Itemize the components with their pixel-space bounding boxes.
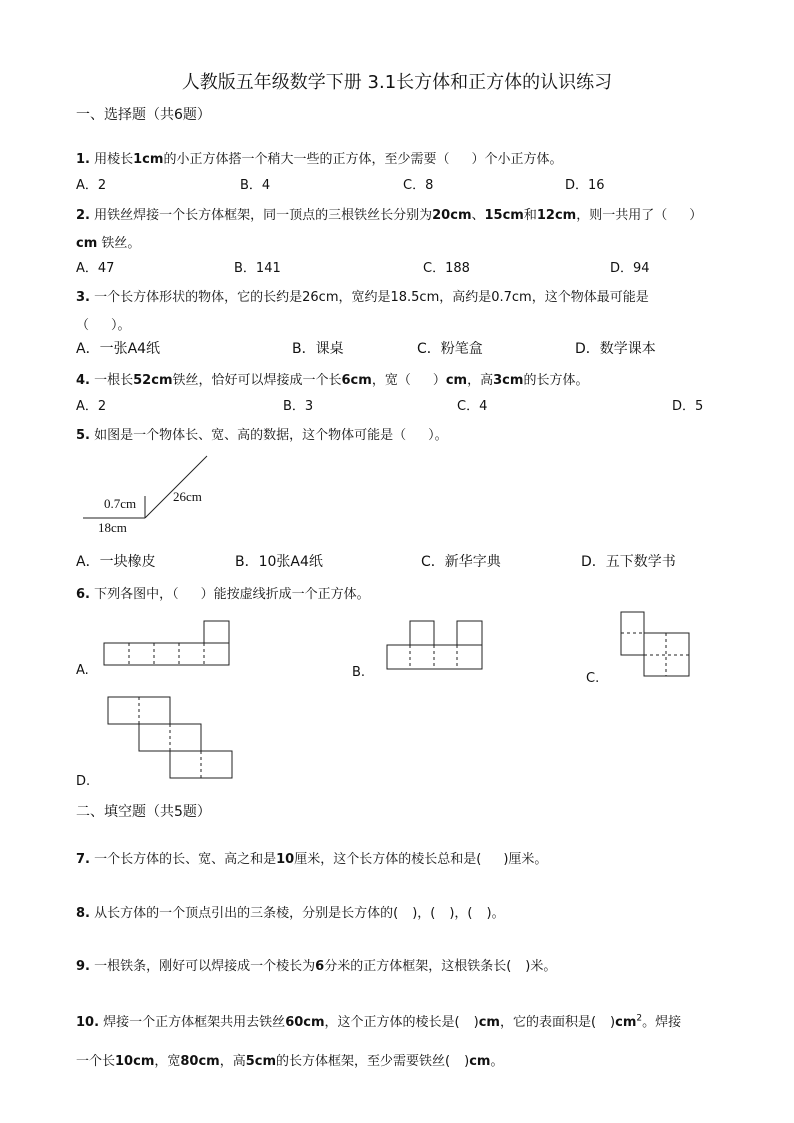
q6-net-d[interactable] [108, 697, 232, 778]
q5-width-label: 26cm [173, 489, 202, 504]
section-fill-heading: 二、填空题（共5题） [76, 804, 211, 820]
q10-text-pre: 焊接一个正方体框架共用去铁丝 [103, 1015, 286, 1030]
q10-line-2-mid-2: ，高 [219, 1054, 246, 1069]
q5-text-end: ）。 [428, 428, 448, 443]
question-8 [76, 902, 505, 921]
q4-text-mid-2: ，宽（ [371, 373, 411, 388]
q6-net-b[interactable] [387, 621, 482, 669]
q10-line-2 [76, 1050, 503, 1069]
q2-option-d[interactable]: D．94 [610, 261, 650, 276]
q5-option-b[interactable]: B．10张A4纸 [235, 554, 323, 570]
section-choice-heading: 一、选择题（共6题） [76, 107, 211, 123]
q10-line-2-mid-3: 的长方体框架，至少需要铁丝( [276, 1054, 451, 1069]
q10-value-1: 60cm [285, 1015, 325, 1030]
q10-line-2-unit: cm [469, 1054, 491, 1069]
q10-text-mid-1: ，这个正方体的棱长是( [324, 1015, 460, 1030]
question-7 [76, 848, 547, 867]
q10-line-2-value-3: 5cm [245, 1054, 277, 1069]
q8-text-end: )。 [486, 906, 505, 921]
q3-number: 3. [76, 290, 90, 305]
q2-text-end: ） [689, 208, 703, 223]
q3-option-a[interactable]: A．一张A4纸 [76, 341, 161, 357]
q2-option-c[interactable]: C．188 [423, 261, 470, 276]
q9-number: 9. [76, 959, 90, 974]
q5-option-c[interactable]: C．新华字典 [421, 554, 501, 570]
q1-number: 1. [76, 152, 90, 167]
question-10 [76, 1011, 681, 1030]
q10-line-2-value-1: 10cm [115, 1054, 155, 1069]
q4-number: 4. [76, 373, 90, 388]
q6-number: 6. [76, 587, 90, 602]
q2-value-2: 15cm [484, 208, 524, 223]
q10-superscript: 2 [636, 1013, 643, 1024]
q5-length-label: 18cm [98, 520, 127, 535]
q7-text-pre: 一个长方体的长、宽、高之和是 [94, 852, 277, 867]
q10-line-2-mid-4: ) [464, 1054, 470, 1069]
q1-text-end: ）个小正方体。 [471, 152, 563, 167]
q2-text-post: ，则一共用了（ [576, 208, 668, 223]
q7-value: 10 [276, 852, 295, 867]
question-9 [76, 955, 556, 974]
q10-text-mid-4: ) [610, 1015, 616, 1030]
q4-option-b[interactable]: B．3 [283, 399, 314, 414]
q9-text-post: 分米的正方体框架，这根铁条长( [324, 959, 512, 974]
q2-and: 和 [523, 208, 537, 223]
q6-label-c[interactable]: C. [586, 671, 600, 686]
q4-text-mid-4: ，高 [467, 373, 494, 388]
q2-sep: 、 [471, 208, 485, 223]
q4-value-1: 52cm [133, 373, 173, 388]
q6-label-a[interactable]: A. [76, 663, 89, 678]
q10-unit-1: cm [478, 1015, 500, 1030]
q3-paren-open: （ [76, 318, 90, 333]
q2-text-pre: 用铁丝焊接一个长方体框架，同一顶点的三根铁丝长分别为 [94, 208, 433, 223]
q9-text-pre: 一根铁条，刚好可以焊接成一个棱长为 [94, 959, 316, 974]
q7-number: 7. [76, 852, 90, 867]
q9-value: 6 [315, 959, 325, 974]
q8-number: 8. [76, 906, 90, 921]
q4-text-pre: 一根长 [94, 373, 134, 388]
q3-option-b[interactable]: B．课桌 [292, 341, 344, 357]
q8-sep-2: )，( [449, 906, 473, 921]
q4-text-mid-3: ） [432, 373, 446, 388]
q9-text-end: )米。 [525, 959, 557, 974]
q4-option-d[interactable]: D．5 [672, 399, 704, 414]
q1-option-b[interactable]: B．4 [240, 178, 271, 193]
q8-sep-1: )，( [412, 906, 436, 921]
q10-line-2-pre: 一个长 [76, 1054, 116, 1069]
q4-text-mid-1: 铁丝，恰好可以焊接成一个长 [172, 373, 342, 388]
q6-text-pre: 下列各图中，（ [94, 587, 179, 602]
q10-number: 10. [76, 1015, 100, 1030]
q5-height-label: 0.7cm [104, 496, 137, 511]
q1-text-post: 的小正方体搭一个稍大一些的正方体，至少需要（ [163, 152, 450, 167]
q6-label-d[interactable]: D. [76, 774, 91, 789]
q5-option-d[interactable]: D．五下数学书 [581, 554, 676, 570]
q1-value: 1cm [133, 152, 164, 167]
q6-net-c[interactable] [621, 612, 689, 676]
q6-net-a[interactable] [104, 621, 229, 665]
q10-text-mid-2: ) [473, 1015, 479, 1030]
q2-option-b[interactable]: B．141 [234, 261, 281, 276]
q3-text: 一个长方体形状的物体，它的长约是26cm，宽约是18.5cm，高约是0.7cm，这个物体最可能是 [94, 290, 649, 305]
q10-line-2-value-2: 80cm [180, 1054, 220, 1069]
q2-value-1: 20cm [432, 208, 472, 223]
q2-unit: cm [76, 236, 98, 251]
q5-text: 如图是一个物体长、宽、高的数据，这个物体可能是（ [94, 428, 407, 443]
q2-number: 2. [76, 208, 90, 223]
q2-value-3: 12cm [536, 208, 577, 223]
q4-option-a[interactable]: A．2 [76, 399, 107, 414]
q10-line-2-mid-1: ，宽 [154, 1054, 181, 1069]
q1-option-c[interactable]: C．8 [403, 178, 434, 193]
q2-line-2-rest: 铁丝。 [101, 236, 141, 251]
q8-text-pre: 从长方体的一个顶点引出的三条棱，分别是长方体的( [94, 906, 399, 921]
q5-number: 5. [76, 428, 90, 443]
q2-option-a[interactable]: A．47 [76, 261, 115, 276]
q1-option-a[interactable]: A．2 [76, 178, 107, 193]
q1-text-pre: 用棱长 [94, 152, 134, 167]
q7-text-post: 厘米，这个长方体的棱长总和是( [294, 852, 482, 867]
q4-option-c[interactable]: C．4 [457, 399, 488, 414]
q3-paren-close: ）。 [111, 318, 131, 333]
q10-unit-2: cm [615, 1015, 637, 1030]
q4-value-3: cm [445, 373, 468, 388]
q6-label-b[interactable]: B. [352, 665, 366, 680]
q7-text-end: )厘米。 [503, 852, 548, 867]
q4-text-end: 的长方体。 [523, 373, 589, 388]
page-title: 人教版五年级数学下册 3.1长方体和正方体的认识练习 [181, 72, 613, 93]
q1-option-d[interactable]: D．16 [565, 178, 605, 193]
q4-value-4: 3cm [493, 373, 524, 388]
q4-value-2: 6cm [341, 373, 372, 388]
q10-text-mid-3: ，它的表面积是( [499, 1015, 597, 1030]
q3-option-d[interactable]: D．数学课本 [575, 341, 656, 357]
q10-text-end: 。焊接 [642, 1015, 682, 1030]
q5-option-a[interactable]: A．一块橡皮 [76, 554, 156, 570]
q6-text-end: ）能按虚线折成一个正方体。 [200, 587, 370, 602]
q10-line-2-end: 。 [490, 1054, 504, 1069]
q3-option-c[interactable]: C．粉笔盒 [417, 341, 483, 357]
